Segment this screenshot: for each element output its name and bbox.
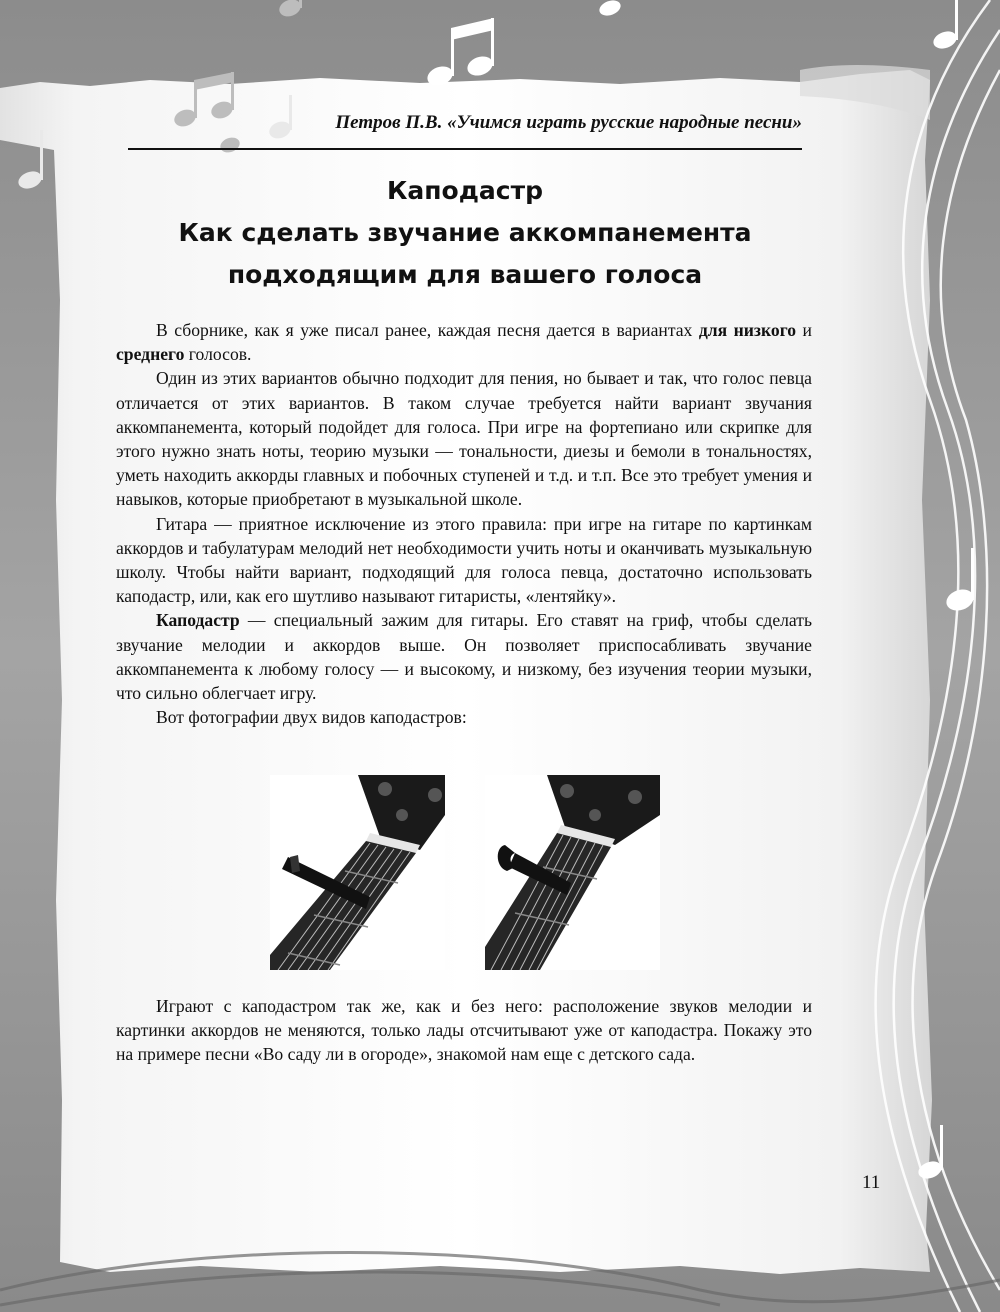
running-head: Петров П.В. «Учимся играть русские народные песни» bbox=[335, 112, 802, 133]
paragraph-3: Гитара — приятное исключение из этого правила: при игре на гитаре по картинкам аккордов и табулатурам мелодий нет необходимости учить ноты и оканчивать музыкальную школу. Чтобы найти вариант, подходящий для голоса певца, достаточно использовать каподастр, или, как его шутливо называют гитаристы, «лентяйку». bbox=[116, 513, 812, 607]
paragraph-1-bold-middle: среднего bbox=[116, 344, 185, 365]
capo-photo-2 bbox=[485, 775, 660, 970]
body-text bbox=[116, 318, 812, 729]
closing-text bbox=[116, 994, 812, 1067]
paragraph-6: Играют с каподастром так же, как и без него: расположение звуков мелодии и картинки аккордов не меняются, только лады отсчитывают уже от каподастра. Покажу это на примере песни «Во саду ли в огороде», знакомой нам еще с детского сада. bbox=[116, 996, 812, 1065]
paragraph-2: Один из этих вариантов обычно подходит для пения, но бывает и так, что голос певца отличается от этих вариантов. В таком случае требуется найти вариант звучания аккомпанемента, который подойдет для голоса. При игре на фортепиано или скрипке для этого нужно знать ноты, теорию музыки — тональности, диезы и бемоли в тональностях, уметь находить аккорды главных и побочных ступеней и т.д. и т.п. Все это требует умения и навыков, которые приобретают в музыкальной школе. bbox=[116, 368, 812, 510]
paragraph-1-bold-low: для низкого bbox=[698, 320, 797, 340]
paragraph-1-text-c: и bbox=[796, 320, 812, 340]
chapter-title bbox=[100, 170, 830, 296]
paragraph-1 bbox=[116, 318, 812, 366]
paragraph-4-text: — специальный зажим для гитары. Его ставят на гриф, чтобы сделать звучание мелодии и аккордов выше. Он позволяет приспосабливать звучание аккомпанемента к любому голосу — и высокому, и низкому, без изучения теории музыки, что сильно облегчает игру. bbox=[116, 610, 812, 704]
capo-photo-1 bbox=[270, 775, 445, 970]
title-line-2: Как сделать звучание аккомпанемента bbox=[178, 218, 752, 247]
paragraph-4-bold-term: Каподастр bbox=[156, 610, 240, 631]
title-line-1: Каподастр bbox=[386, 176, 544, 205]
paragraph-1-text-a: В сборнике, как я уже писал ранее, каждая песня дается в вариантах bbox=[156, 320, 699, 340]
capo-photos bbox=[270, 775, 660, 975]
paragraph-4 bbox=[116, 608, 812, 705]
page-number: 11 bbox=[862, 1172, 881, 1193]
paragraph-5: Вот фотографии двух видов каподастров: bbox=[156, 707, 467, 728]
header-rule bbox=[128, 148, 802, 150]
paragraph-1-text-d: голосов. bbox=[184, 344, 252, 365]
title-line-3: подходящим для вашего голоса bbox=[227, 260, 703, 289]
